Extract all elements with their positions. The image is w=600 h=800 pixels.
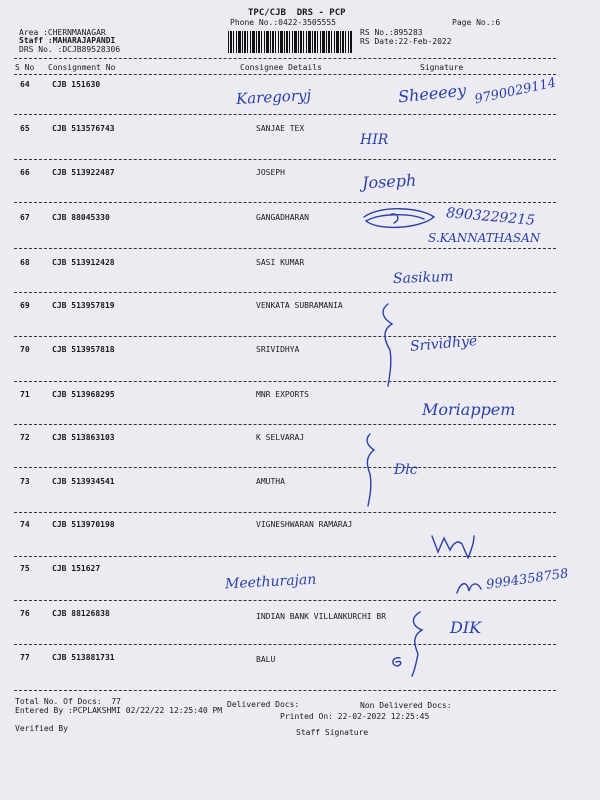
handwritten-signature: Joseph [361, 170, 417, 193]
entered-by: Entered By :PCPLAKSHMI 02/22/22 12:25:40 PM [15, 706, 223, 715]
row-divider [14, 424, 556, 425]
row-consignment: CJB 513863103 [52, 433, 115, 442]
row-consignment: CJB 513957818 [52, 345, 115, 354]
row-consignment: CJB 513970198 [52, 520, 115, 529]
row-consignee: SASI KUMAR [256, 258, 305, 267]
row-consignment: CJB 88126838 [52, 609, 110, 618]
row-sno: 65 [20, 124, 30, 133]
handwritten-phone: 9790029114 [473, 75, 558, 108]
row-consignment: CJB 513912428 [52, 258, 115, 267]
scribble-signature [428, 530, 478, 560]
row-consignee: K SELVARAJ [256, 433, 305, 442]
row-sno: 69 [20, 301, 30, 310]
row-divider [14, 114, 556, 115]
column-header-divider [14, 74, 556, 75]
area-field: Area :CHERNMANAGAR [19, 28, 106, 37]
handwritten-signature: Srividhye [409, 333, 478, 355]
row-consignment: CJB 513934541 [52, 477, 115, 486]
handwritten-name: Meethurajan [224, 571, 317, 593]
row-consignee: SANJAE TEX [256, 124, 305, 133]
row-consignee: VIGNESHWARAN RAMARAJ [256, 520, 353, 529]
row-consignment: CJB 513957819 [52, 301, 115, 310]
handwritten-signature: Moriappem [422, 400, 516, 419]
row-consignee: BALU [256, 655, 276, 664]
row-consignee: GANGADHARAN [256, 213, 309, 222]
scribble-signature [388, 654, 406, 670]
handwritten-signature: DIK [450, 618, 482, 637]
row-divider [14, 159, 556, 160]
delivered-docs: Delivered Docs: [227, 700, 300, 709]
staff-field: Staff :MAHARAJAPANDI [19, 36, 116, 45]
handwritten-signature: HIR [360, 132, 389, 148]
row-consignment: CJB 513922487 [52, 168, 115, 177]
handwritten-signature: Dlc [394, 462, 418, 478]
document-title: TPC/CJB DRS - PCP [248, 8, 346, 18]
row-sno: 76 [20, 609, 30, 618]
row-sno: 72 [20, 433, 30, 442]
row-divider [14, 292, 556, 293]
total-docs: Total No. Of Docs: 77 [15, 697, 121, 706]
rs-date: RS Date:22-Feb-2022 [360, 37, 452, 46]
phone-number: Phone No.:0422-3505555 [230, 18, 336, 27]
staff-signature: Staff Signature [296, 728, 369, 737]
bracket-mark [404, 608, 444, 678]
handwritten-phone: 8903229215 [445, 205, 536, 229]
row-consignment: CJB 513576743 [52, 124, 115, 133]
row-consignee: VENKATA SUBRAMANIA [256, 301, 343, 310]
handwritten-name: Karegoryj [235, 86, 312, 108]
footer-divider [14, 690, 556, 691]
column-header-consignee: Consignee Details [240, 63, 322, 72]
column-header-sno: S No [15, 63, 35, 72]
scribble-signature [360, 205, 440, 233]
row-divider [14, 381, 556, 382]
handwritten-phone: 9994358758 [485, 566, 570, 593]
row-divider [14, 248, 556, 249]
row-consignee: JOSEPH [256, 168, 285, 177]
verified-by: Verified By [15, 724, 68, 733]
scribble-signature [455, 575, 485, 599]
row-consignee: MNR EXPORTS [256, 390, 309, 399]
row-divider [14, 202, 556, 203]
row-sno: 64 [20, 80, 30, 89]
row-divider [14, 644, 556, 645]
row-consignment: CJB 151630 [52, 80, 101, 89]
row-consignee: AMUTHA [256, 477, 285, 486]
row-consignment: CJB 151627 [52, 564, 101, 573]
row-sno: 67 [20, 213, 30, 222]
row-consignee: SRIVIDHYA [256, 345, 300, 354]
row-divider [14, 467, 556, 468]
row-sno: 66 [20, 168, 30, 177]
row-sno: 71 [20, 390, 30, 399]
column-header-signature: Signature [420, 63, 464, 72]
printed-on: Printed On: 22-02-2022 12:25:45 [280, 712, 430, 721]
row-consignment: CJB 88045330 [52, 213, 110, 222]
non-delivered-docs: Non Delivered Docs: [360, 701, 452, 710]
header-divider [14, 58, 556, 59]
handwritten-signature: Sheeeey [397, 80, 467, 107]
row-consignment: CJB 513968295 [52, 390, 115, 399]
row-consignment: CJB 513881731 [52, 653, 115, 662]
row-divider [14, 512, 556, 513]
page-number: Page No.:6 [452, 18, 501, 27]
rs-number: RS No.:895283 [360, 28, 423, 37]
row-divider [14, 600, 556, 601]
row-consignee: INDIAN BANK VILLANKURCHI BR [256, 612, 387, 621]
row-sno: 74 [20, 520, 30, 529]
row-sno: 77 [20, 653, 30, 662]
barcode [228, 31, 352, 53]
column-header-consignment: Consignment No [48, 63, 116, 72]
row-sno: 75 [20, 564, 30, 573]
handwritten-signature: Sasikum [392, 268, 454, 288]
row-sno: 68 [20, 258, 30, 267]
handwritten-name: S.KANNATHASAN [428, 231, 541, 245]
drs-number: DRS No. :DCJB89528306 [19, 45, 121, 54]
row-sno: 70 [20, 345, 30, 354]
row-sno: 73 [20, 477, 30, 486]
